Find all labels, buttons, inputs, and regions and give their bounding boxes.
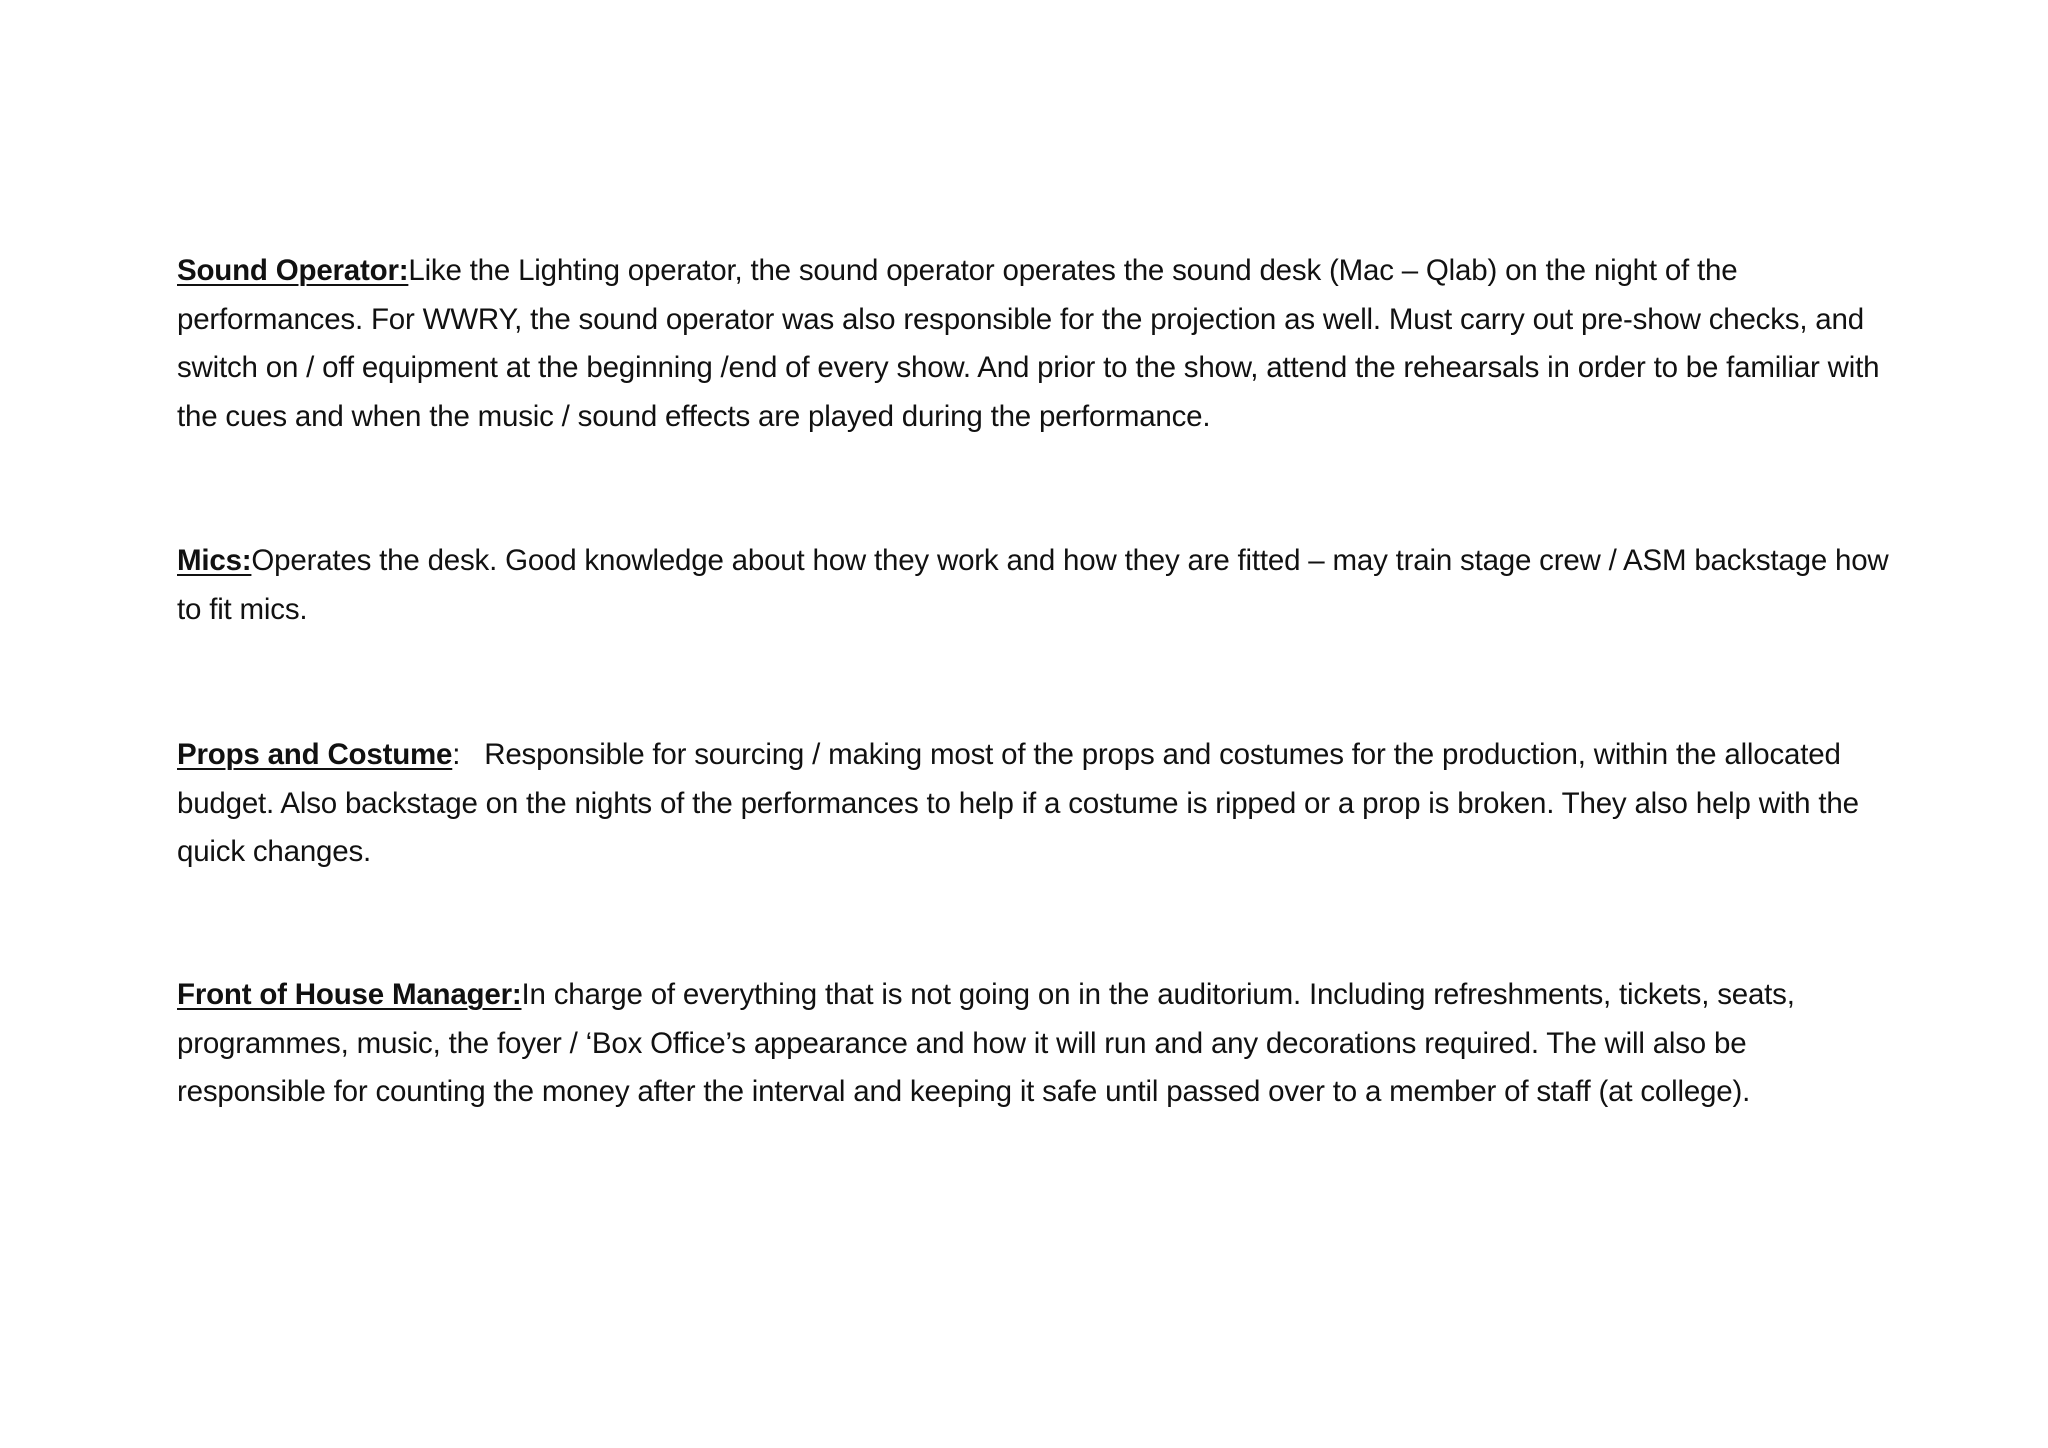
section-separator: : [452,738,485,771]
section-body: In charge of everything that is not going on in the auditorium. Including refreshments, tickets, seats, programmes, music, the foyer / ‘Box Office’s appearance and how it will run and any decorations required. The will also be responsible for counting the money after the interval and keeping it safe until passed over to a member of staff (at college). [177,978,1795,1108]
section-heading: Front of House Manager: [177,978,522,1011]
section-sound-operator [177,247,1897,441]
section-heading: Mics: [177,544,252,577]
section-heading: Sound Operator: [177,254,409,287]
section-front-of-house-manager [177,971,1897,1117]
section-body: Like the Lighting operator, the sound operator operates the sound desk (Mac – Qlab) on the night of the performances. For WWRY, the sound operator was also responsible for the projection as well. Must carry out pre-show checks, and switch on / off equipment at the beginning /end of every show. And prior to the show, attend the rehearsals in order to be familiar with the cues and when the music / sound effects are played during the performance. [177,254,1880,433]
section-mics [177,537,1897,634]
section-body: Operates the desk. Good knowledge about how they work and how they are fitted – may train stage crew / ASM backstage how to fit mics. [177,544,1889,626]
section-body: Responsible for sourcing / making most of the props and costumes for the production, within the allocated budget. Also backstage on the nights of the performances to help if a costume is ripped or a prop is broken. They also help with the quick changes. [177,738,1859,868]
section-heading: Props and Costume [177,738,453,771]
section-props-and-costume [177,731,1897,877]
